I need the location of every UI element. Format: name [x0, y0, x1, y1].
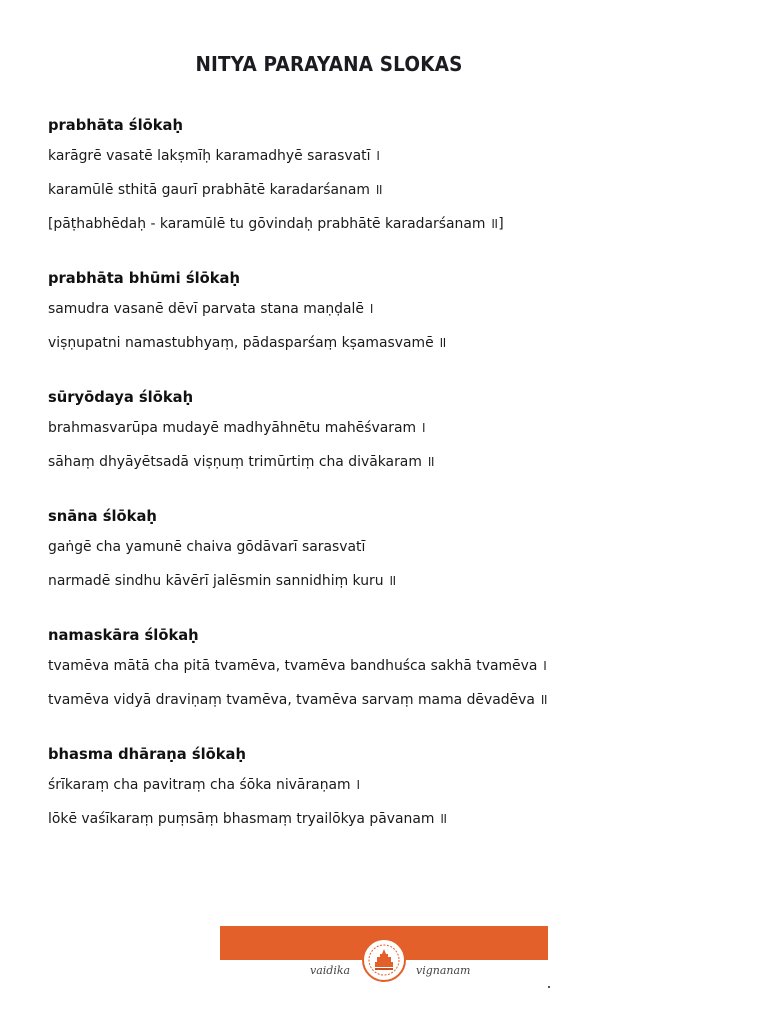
section-snana	[48, 503, 748, 602]
slokas-content	[48, 112, 748, 860]
footer-banner	[220, 926, 548, 988]
verse-line: brahmasvarūpa mudayē madhyāhnētu mahēśvaram ।	[48, 420, 426, 436]
footer-brand-left: vaidika	[310, 964, 351, 977]
section-heading: sūryōdaya ślōkaḥ	[48, 388, 194, 406]
section-heading: namaskāra ślōkaḥ	[48, 626, 199, 644]
verse-line: samudra vasanē dēvī parvata stana maṇḍalē ।	[48, 301, 374, 317]
verse-line: sāhaṃ dhyāyētsadā viṣṇuṃ trimūrtiṃ cha divākaram ॥	[48, 454, 435, 470]
section-heading: prabhāta ślōkaḥ	[48, 116, 183, 134]
verse-line: viṣṇupatni namastubhyaṃ, pādasparśaṃ kṣamasvamē ॥	[48, 335, 447, 351]
verse-line: gaṅgē cha yamunē chaiva gōdāvarī sarasvatī	[48, 539, 366, 555]
section-prabhata-bhumi	[48, 265, 748, 364]
temple-logo-icon	[362, 938, 406, 982]
section-heading: snāna ślōkaḥ	[48, 507, 157, 525]
page-title: NITYA PARAYANA SLOKAS	[195, 52, 463, 76]
verse-line: tvamēva mātā cha pitā tvamēva, tvamēva bandhuśca sakhā tvamēva ।	[48, 658, 548, 674]
section-heading: bhasma dhāraṇa ślōkaḥ	[48, 745, 246, 763]
footer-brand-right: vignanam	[416, 964, 471, 977]
verse-line: śrīkaraṃ cha pavitraṃ cha śōka nivāraṇam ।	[48, 777, 361, 793]
section-suryodaya	[48, 384, 748, 483]
verse-line: karamūlē sthitā gaurī prabhātē karadarśanam ॥	[48, 182, 383, 198]
verse-line: tvamēva vidyā draviṇaṃ tvamēva, tvamēva sarvaṃ mama dēvadēva ॥	[48, 692, 548, 708]
section-prabhata	[48, 112, 748, 245]
verse-line: [pāṭhabhēdaḥ - karamūlē tu gōvindaḥ prabhātē karadarśanam ॥]	[48, 216, 504, 232]
verse-line: karāgrē vasatē lakṣmīḥ karamadhyē sarasvatī ।	[48, 148, 381, 164]
verse-line: lōkē vaśīkaraṃ puṃsāṃ bhasmaṃ tryailōkya pāvanam ॥	[48, 811, 448, 827]
page-dot	[548, 986, 550, 988]
section-bhasma-dharana	[48, 741, 748, 840]
section-heading: prabhāta bhūmi ślōkaḥ	[48, 269, 240, 287]
section-namaskara	[48, 622, 748, 721]
verse-line: narmadē sindhu kāvērī jalēsmin sannidhiṃ kuru ॥	[48, 573, 397, 589]
